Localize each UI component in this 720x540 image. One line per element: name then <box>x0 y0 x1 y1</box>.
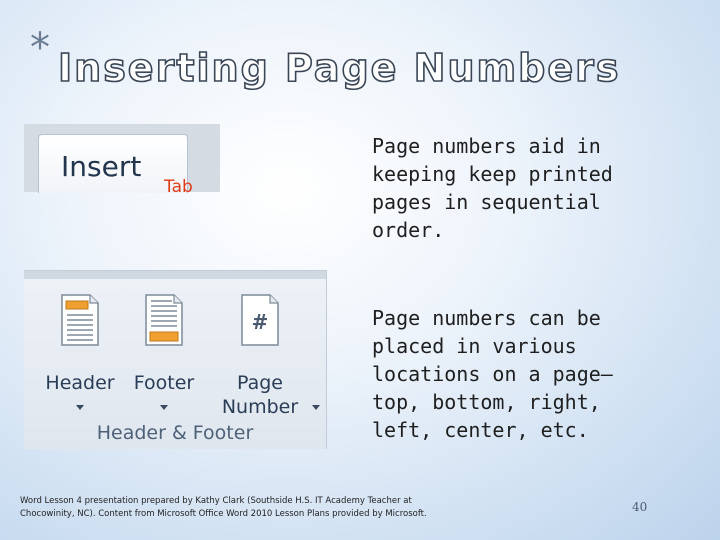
header-button-label: Header <box>45 372 115 394</box>
bullet-text-2: Page numbers can be placed in various locations on a page—top, bottom, right, left, center, etc. <box>372 306 613 442</box>
footer-doc-icon <box>144 293 184 347</box>
header-doc-icon <box>60 293 100 347</box>
tab-callout-label: Tab <box>164 177 193 197</box>
bullet-text-1: Page numbers aid in keeping keep printed pages in sequential order. <box>372 134 613 242</box>
header-footer-group-image <box>24 270 327 449</box>
insert-tab-label: Insert <box>61 150 142 183</box>
chevron-down-icon <box>312 405 320 410</box>
title-marker: * <box>30 25 50 71</box>
slide-title: Inserting Page Numbers <box>58 46 621 90</box>
group-label: Header & Footer <box>96 422 254 444</box>
footer-note: Word Lesson 4 presentation prepared by Kathy Clark (Southside H.S. IT Academy Teacher at Chocowinity, NC). Content from Microsoft Office Word 2010 Lesson Plans provided by Microsoft. <box>20 496 427 519</box>
page-number-label-line2: Number <box>221 396 299 418</box>
header-button <box>40 291 120 421</box>
svg-text:#: # <box>251 310 269 334</box>
group-top-band <box>24 271 326 279</box>
footer-button-label: Footer <box>133 372 195 394</box>
footer-button <box>124 291 204 421</box>
page-number-label-line1: Page <box>237 372 283 394</box>
page-number-doc-icon <box>240 293 280 347</box>
page-number: 40 <box>632 500 648 514</box>
chevron-down-icon <box>160 405 168 410</box>
page-number-button <box>220 291 300 421</box>
chevron-down-icon <box>76 405 84 410</box>
